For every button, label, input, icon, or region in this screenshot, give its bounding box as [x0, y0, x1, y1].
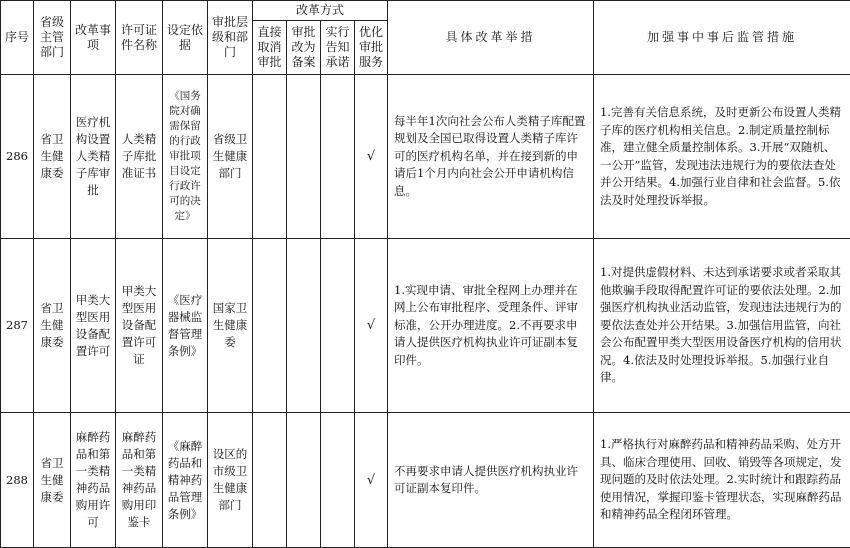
header-item: 改革事项: [71, 1, 116, 75]
cell-basis: 《国务院对确需保留的行政审批项目设定行政许可的决定》: [163, 75, 208, 239]
cell-to-filing: [287, 413, 321, 548]
cell-supervision: 1.严格执行对麻醉药品和精神药品采购、处方开具、临床合理使用、回收、销毁等各项规定，发现问题的及时依法处理。2.实时统计和跟踪药品使用情况，掌握印鉴卡管理状态，实现麻醉药品和精神药品全程闭环管理。: [594, 413, 850, 548]
cell-no: 286: [1, 75, 34, 239]
cell-direct-cancel: [253, 239, 287, 413]
cell-to-filing: [287, 239, 321, 413]
cell-license: 麻醉药品和第一类精神药品购用印鉴卡: [116, 413, 163, 548]
cell-item: 麻醉药品和第一类精神药品购用许可: [71, 413, 116, 548]
cell-direct-cancel: [253, 413, 287, 548]
header-direct-cancel: 直接取消审批: [253, 21, 287, 75]
header-no: 序号: [1, 1, 34, 75]
cell-item: 医疗机构设置人类精子库审批: [71, 75, 116, 239]
cell-notify-commit: [321, 75, 355, 239]
header-reform-group: 改革方式: [253, 1, 388, 21]
cell-no: 287: [1, 239, 34, 413]
cell-dept: 省卫生健康委: [34, 75, 71, 239]
table-row: [1, 413, 850, 548]
cell-measures: 不再要求申请人提供医疗机构执业许可证副本复印件。: [388, 413, 594, 548]
header-basis: 设定依据: [163, 1, 208, 75]
cell-license: 人类精子库批准证书: [116, 75, 163, 239]
cell-measures: 每半年1次向社会公布人类精子库配置规划及全国已取得设置人类精子库许可的医疗机构名单，并在接到新的申请后1个月内向社会公开申请机构信息。: [388, 75, 594, 239]
cell-notify-commit: [321, 413, 355, 548]
cell-optimize-service: √: [355, 75, 388, 239]
cell-direct-cancel: [253, 75, 287, 239]
header-measures: 具体改革举措: [388, 1, 594, 75]
cell-optimize-service: √: [355, 413, 388, 548]
cell-measures: 1.实现申请、审批全程网上办理并在网上公布审批程序、受理条件、评审标准，公开办理进度。2.不再要求申请人提供医疗机构执业许可证副本复印件。: [388, 239, 594, 413]
table-row: [1, 75, 850, 239]
cell-to-filing: [287, 75, 321, 239]
cell-level: 国家卫生健康委: [208, 239, 253, 413]
header-optimize-service: 优化审批服务: [355, 21, 388, 75]
cell-basis: 《医疗器械监督管理条例》: [163, 239, 208, 413]
cell-supervision: 1.对提供虚假材料、未达到承诺要求或者采取其他欺骗手段取得配置许可证的要依法处理。2.加强医疗机构执业活动监管，发现违法违规行为的要依法查处并公开结果。3.加强信用监管，向社会公布配置甲类大型医用设备医疗机构的信用状况。4.依法及时处理投诉举报。5.加强行业自律。: [594, 239, 850, 413]
cell-supervision: 1.完善有关信息系统，及时更新公布设置人类精子库的医疗机构相关信息。2.制定质量控制标准，建立健全质量控制体系。3.开展“双随机、一公开”监管，发现违法违规行为的要依法查处并公开结果。4.加强行业自律和社会监督。5.依法及时处理投诉举报。: [594, 75, 850, 239]
header-supervision: 加强事中事后监管措施: [594, 1, 850, 75]
cell-notify-commit: [321, 239, 355, 413]
header-license: 许可证件名称: [116, 1, 163, 75]
cell-basis: 《麻醉药品和精神药品管理条例》: [163, 413, 208, 548]
header-to-filing: 审批改为备案: [287, 21, 321, 75]
header-dept: 省级主管部门: [34, 1, 71, 75]
cell-level: 设区的市级卫生健康部门: [208, 413, 253, 548]
cell-dept: 省卫生健康委: [34, 413, 71, 548]
cell-dept: 省卫生健康委: [34, 239, 71, 413]
cell-license: 甲类大型医用设备配置许可证: [116, 239, 163, 413]
cell-level: 省级卫生健康部门: [208, 75, 253, 239]
cell-no: 288: [1, 413, 34, 548]
cell-item: 甲类大型医用设备配置许可: [71, 239, 116, 413]
cell-optimize-service: √: [355, 239, 388, 413]
table-row: [1, 239, 850, 413]
header-level: 审批层级和部门: [208, 1, 253, 75]
header-notify-commit: 实行告知承诺: [321, 21, 355, 75]
